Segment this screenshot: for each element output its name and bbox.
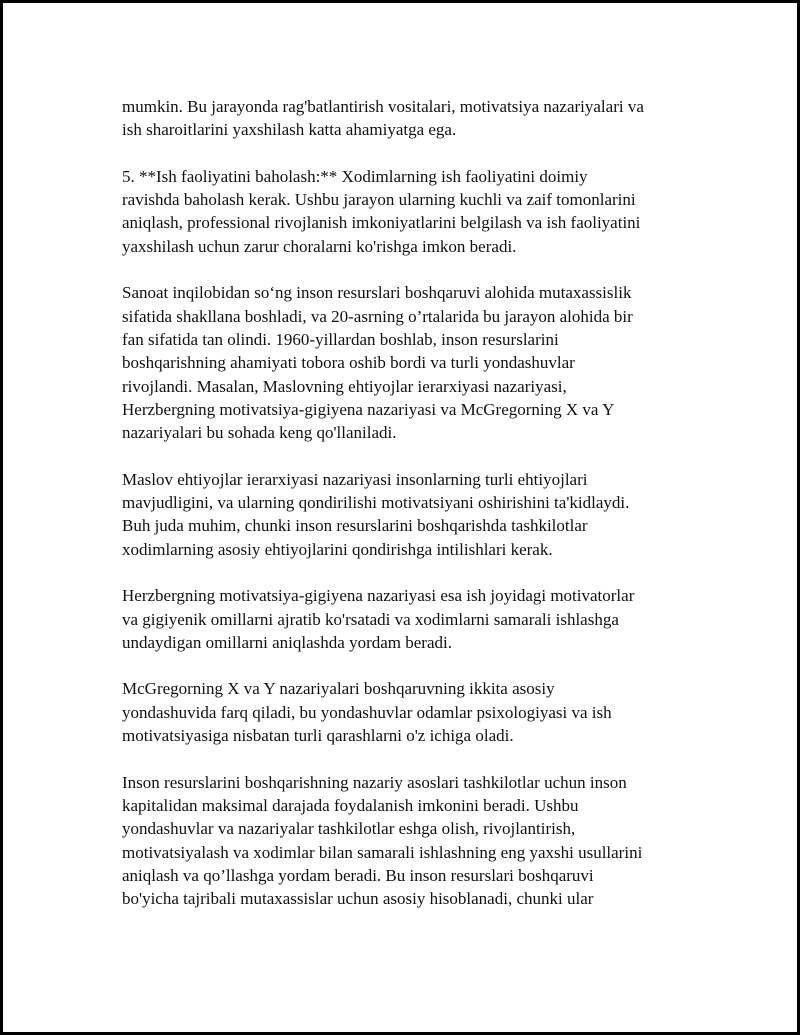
paragraph-motivation-continuation [122,95,702,142]
text-line: va gigiyenik omillarni ajratib ko'rsatadi va xodimlarni samarali ishlashga [122,609,619,629]
text-line: Maslov ehtiyojlar ierarxiyasi nazariyasi insonlarning turli ehtiyojlari [122,469,588,489]
document-body [122,95,702,934]
text-line: yaxshilash uchun zarur choralarni ko'rishga imkon beradi. [122,236,517,256]
text-line: bo'yicha tajribali mutaxassislar uchun asosiy hisoblanadi, chunki ular [122,889,594,909]
text-line: McGregorning X va Y nazariyalari boshqaruvning ikkita asosiy [122,679,555,699]
text-line: undaydigan omillarni aniqlashda yordam beradi. [122,632,452,652]
paragraph-hr-theoretical-basis [122,771,702,911]
text-line: sifatida shakllana boshladi, va 20-asrning o’rtalarida bu jarayon alohida bir [122,306,633,326]
text-line: mumkin. Bu jarayonda rag'batlantirish vositalari, motivatsiya nazariyalari va [122,97,644,116]
text-line: boshqarishning ahamiyati tobora oshib bordi va turli yondashuvlar [122,353,575,373]
text-line: Herzbergning motivatsiya-gigiyena nazariyasi esa ish joyidagi motivatorlar [122,586,635,606]
text-line: nazariyalari bu sohada keng qo'llaniladi. [122,423,397,443]
text-line: motivatsiyalash va xodimlar bilan samarali ishlashning eng yaxshi usullarini [122,842,643,862]
text-line: fan sifatida tan olindi. 1960-yillardan boshlab, inson resurslarini [122,329,559,349]
text-line: Herzbergning motivatsiya-gigiyena nazariyasi va McGregorning X va Y [122,399,615,419]
text-line: ish sharoitlarini yaxshilash katta ahamiyatga ega. [122,120,457,140]
paragraph-herzberg-theory [122,584,702,654]
text-line: yondashuvida farq qiladi, bu yondashuvlar odamlar psixologiyasi va ish [122,702,612,722]
paragraph-performance-evaluation [122,165,702,258]
text-line: kapitalidan maksimal darajada foydalanish imkonini beradi. Ushbu [122,795,579,815]
text-line: Inson resurslarini boshqarishning nazariy asoslari tashkilotlar uchun inson [122,772,627,792]
paragraph-mcgregor-theory [122,677,702,747]
text-line: motivatsiyasiga nisbatan turli qarashlarni o'z ichiga oladi. [122,726,514,746]
text-line: yondashuvlar va nazariyalar tashkilotlar eshga olish, rivojlantirish, [122,819,576,839]
text-line: xodimlarning asosiy ehtiyojlarini qondirishga intilishlari kerak. [122,539,553,559]
text-line: Buh juda muhim, chunki inson resurslarini boshqarishda tashkilotlar [122,516,588,536]
text-line: aniqlash, professional rivojlanish imkoniyatlarini belgilash va ish faoliyatini [122,213,641,233]
paragraph-hr-history [122,281,702,444]
text-line: 5. **Ish faoliyatini baholash:** Xodimlarning ish faoliyatini doimiy [122,166,588,186]
paragraph-maslow-theory [122,468,702,561]
text-line: Sanoat inqilobidan so‘ng inson resurslari boshqaruvi alohida mutaxassislik [122,283,632,303]
text-line: rivojlandi. Masalan, Maslovning ehtiyojlar ierarxiyasi nazariyasi, [122,376,567,396]
text-line: aniqlash va qo’llashga yordam beradi. Bu inson resurslari boshqaruvi [122,865,594,885]
text-line: mavjudligini, va ularning qondirilishi motivatsiyani oshirishini ta'kidlaydi. [122,493,630,513]
text-line: ravishda baholash kerak. Ushbu jarayon ularning kuchli va zaif tomonlarini [122,190,636,210]
